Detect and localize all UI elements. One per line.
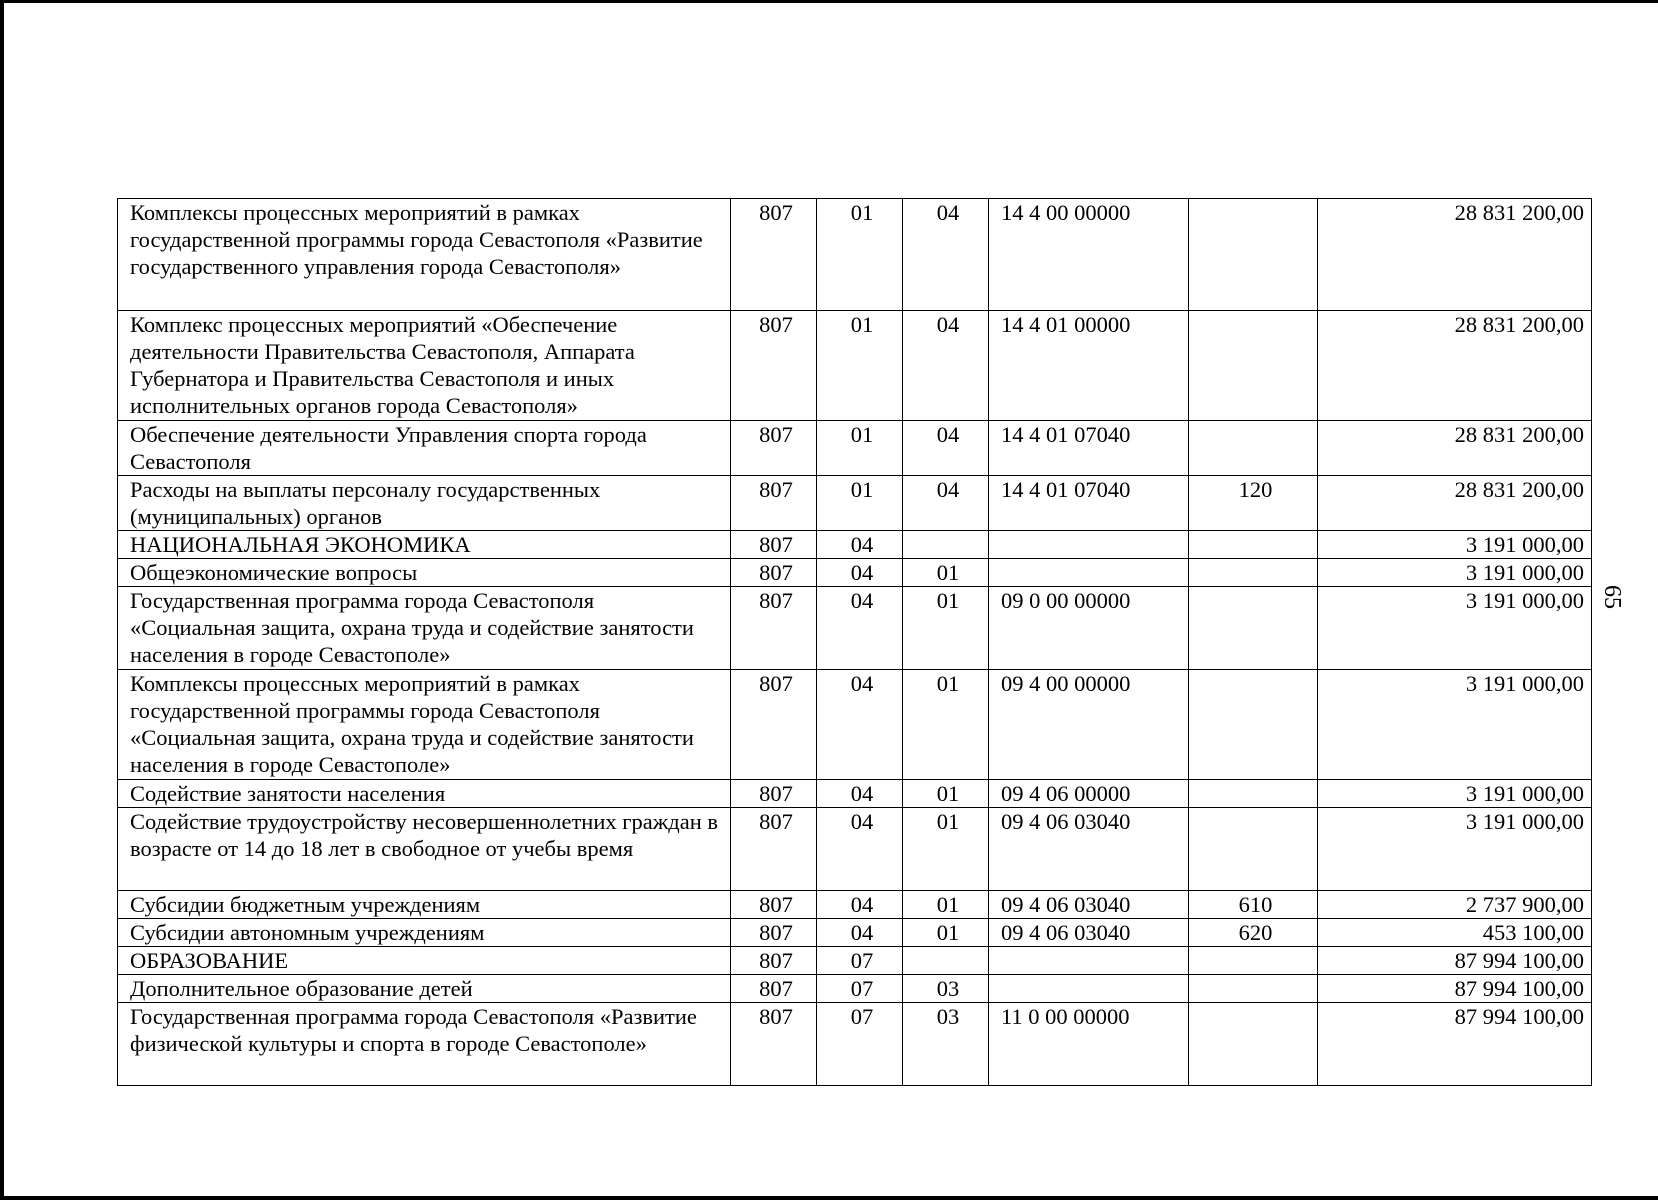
target-article-code: 11 0 00 00000 — [989, 1003, 1189, 1086]
subsection-code: 04 — [903, 421, 989, 476]
target-article-code: 14 4 01 00000 — [989, 311, 1189, 421]
budget-item-name: Субсидии автономным учреждениям — [118, 919, 731, 947]
expense-type-code — [1189, 559, 1318, 587]
subsection-code: 01 — [903, 891, 989, 919]
grbs-code: 807 — [731, 559, 817, 587]
table-row — [118, 808, 1592, 891]
target-article-code: 14 4 01 07040 — [989, 421, 1189, 476]
target-article-code: 09 4 06 03040 — [989, 891, 1189, 919]
subsection-code: 01 — [903, 780, 989, 808]
amount: 87 994 100,00 — [1318, 1003, 1592, 1086]
amount: 87 994 100,00 — [1318, 947, 1592, 975]
expense-type-code — [1189, 531, 1318, 559]
expense-type-code — [1189, 947, 1318, 975]
scan-border-bottom — [0, 1196, 1658, 1200]
grbs-code: 807 — [731, 199, 817, 311]
subsection-code: 03 — [903, 1003, 989, 1086]
table-row — [118, 891, 1592, 919]
table-row — [118, 975, 1592, 1003]
budget-item-name: Комплексы процессных мероприятий в рамках государственной программы города Севастополя «Социальная защита, охрана труда и содействие занятости населения в городе Севастополе» — [118, 670, 731, 780]
budget-item-name: Содействие занятости населения — [118, 780, 731, 808]
grbs-code: 807 — [731, 947, 817, 975]
budget-item-name: Содействие трудоустройству несовершеннолетних граждан в возрасте от 14 до 18 лет в свободное от учебы время — [118, 808, 731, 891]
target-article-code: 09 4 06 03040 — [989, 919, 1189, 947]
grbs-code: 807 — [731, 808, 817, 891]
section-code: 04 — [817, 559, 903, 587]
target-article-code: 09 0 00 00000 — [989, 587, 1189, 670]
grbs-code: 807 — [731, 421, 817, 476]
subsection-code: 01 — [903, 587, 989, 670]
target-article-code — [989, 947, 1189, 975]
table-row — [118, 531, 1592, 559]
section-code: 07 — [817, 1003, 903, 1086]
table-row — [118, 919, 1592, 947]
grbs-code: 807 — [731, 975, 817, 1003]
expense-type-code: 620 — [1189, 919, 1318, 947]
section-code: 07 — [817, 975, 903, 1003]
section-code: 04 — [817, 891, 903, 919]
amount: 2 737 900,00 — [1318, 891, 1592, 919]
target-article-code — [989, 559, 1189, 587]
expense-type-code: 120 — [1189, 476, 1318, 531]
grbs-code: 807 — [731, 919, 817, 947]
budget-item-name: Государственная программа города Севастополя «Развитие физической культуры и спорта в городе Севастополе» — [118, 1003, 731, 1086]
section-code: 04 — [817, 670, 903, 780]
table-row — [118, 1003, 1592, 1086]
amount: 3 191 000,00 — [1318, 808, 1592, 891]
budget-item-name: ОБРАЗОВАНИЕ — [118, 947, 731, 975]
target-article-code: 14 4 00 00000 — [989, 199, 1189, 311]
budget-item-name: Комплекс процессных мероприятий «Обеспечение деятельности Правительства Севастополя, Аппарата Губернатора и Правительства Севастополя и иных исполнительных органов города Севастополя» — [118, 311, 731, 421]
budget-item-name: Обеспечение деятельности Управления спорта города Севастополя — [118, 421, 731, 476]
amount: 3 191 000,00 — [1318, 559, 1592, 587]
subsection-code: 04 — [903, 311, 989, 421]
subsection-code: 04 — [903, 476, 989, 531]
expense-type-code — [1189, 975, 1318, 1003]
section-code: 07 — [817, 947, 903, 975]
budget-item-name: Расходы на выплаты персоналу государственных (муниципальных) органов — [118, 476, 731, 531]
table-row — [118, 587, 1592, 670]
amount: 3 191 000,00 — [1318, 531, 1592, 559]
amount: 28 831 200,00 — [1318, 199, 1592, 311]
section-code: 04 — [817, 587, 903, 670]
grbs-code: 807 — [731, 670, 817, 780]
section-code: 01 — [817, 476, 903, 531]
grbs-code: 807 — [731, 587, 817, 670]
target-article-code: 09 4 06 03040 — [989, 808, 1189, 891]
amount: 87 994 100,00 — [1318, 975, 1592, 1003]
expense-type-code — [1189, 780, 1318, 808]
grbs-code: 807 — [731, 531, 817, 559]
target-article-code: 09 4 06 00000 — [989, 780, 1189, 808]
table-row — [118, 421, 1592, 476]
section-code: 04 — [817, 531, 903, 559]
target-article-code — [989, 531, 1189, 559]
grbs-code: 807 — [731, 780, 817, 808]
table-row — [118, 311, 1592, 421]
subsection-code: 01 — [903, 919, 989, 947]
table-row — [118, 199, 1592, 311]
amount: 3 191 000,00 — [1318, 587, 1592, 670]
table-row — [118, 780, 1592, 808]
budget-item-name: Комплексы процессных мероприятий в рамках государственной программы города Севастополя «Развитие государственного управления города Севастополя» — [118, 199, 731, 311]
scan-border-left — [0, 0, 4, 1200]
subsection-code: 01 — [903, 559, 989, 587]
amount: 28 831 200,00 — [1318, 421, 1592, 476]
subsection-code: 03 — [903, 975, 989, 1003]
expense-type-code: 610 — [1189, 891, 1318, 919]
section-code: 04 — [817, 919, 903, 947]
amount: 453 100,00 — [1318, 919, 1592, 947]
table-row — [118, 559, 1592, 587]
expense-type-code — [1189, 587, 1318, 670]
budget-item-name: Субсидии бюджетным учреждениям — [118, 891, 731, 919]
grbs-code: 807 — [731, 311, 817, 421]
section-code: 01 — [817, 311, 903, 421]
page-number: 65 — [1599, 585, 1625, 609]
table-row — [118, 947, 1592, 975]
expense-type-code — [1189, 421, 1318, 476]
grbs-code: 807 — [731, 476, 817, 531]
target-article-code — [989, 975, 1189, 1003]
amount: 28 831 200,00 — [1318, 476, 1592, 531]
section-code: 01 — [817, 421, 903, 476]
budget-item-name: НАЦИОНАЛЬНАЯ ЭКОНОМИКА — [118, 531, 731, 559]
subsection-code — [903, 947, 989, 975]
expense-type-code — [1189, 1003, 1318, 1086]
expense-type-code — [1189, 311, 1318, 421]
expense-type-code — [1189, 808, 1318, 891]
table-row — [118, 476, 1592, 531]
scan-border-top — [0, 0, 1658, 3]
expense-type-code — [1189, 199, 1318, 311]
amount: 3 191 000,00 — [1318, 780, 1592, 808]
section-code: 04 — [817, 780, 903, 808]
grbs-code: 807 — [731, 891, 817, 919]
subsection-code — [903, 531, 989, 559]
expense-type-code — [1189, 670, 1318, 780]
target-article-code: 14 4 01 07040 — [989, 476, 1189, 531]
budget-item-name: Государственная программа города Севастополя «Социальная защита, охрана труда и содействие занятости населения в городе Севастополе» — [118, 587, 731, 670]
budget-item-name: Дополнительное образование детей — [118, 975, 731, 1003]
budget-table — [117, 198, 1592, 1086]
grbs-code: 807 — [731, 1003, 817, 1086]
amount: 3 191 000,00 — [1318, 670, 1592, 780]
target-article-code: 09 4 00 00000 — [989, 670, 1189, 780]
subsection-code: 01 — [903, 670, 989, 780]
section-code: 04 — [817, 808, 903, 891]
budget-item-name: Общеэкономические вопросы — [118, 559, 731, 587]
amount: 28 831 200,00 — [1318, 311, 1592, 421]
table-row — [118, 670, 1592, 780]
subsection-code: 04 — [903, 199, 989, 311]
subsection-code: 01 — [903, 808, 989, 891]
section-code: 01 — [817, 199, 903, 311]
